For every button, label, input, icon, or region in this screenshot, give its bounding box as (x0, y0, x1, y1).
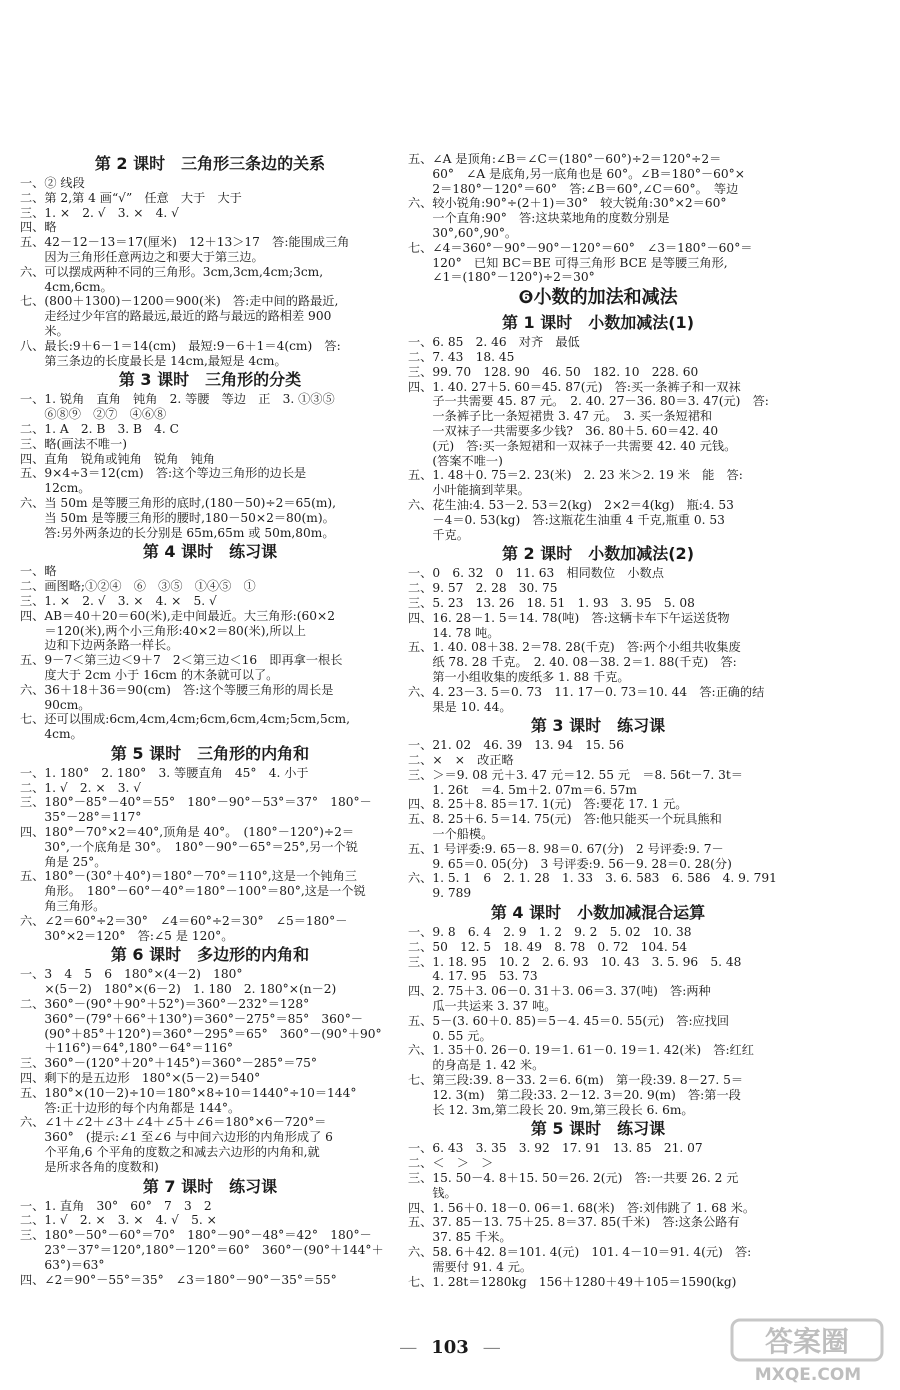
answer-line: 米。 (20, 323, 69, 338)
answer-line: 四、略 (20, 220, 57, 235)
answer-line: 五、1. 40. 08＋38. 2＝78. 28(千克) 答:两个小组共收集废 (408, 640, 741, 655)
section-heading: 第 4 课时 小数加减混合运算 (490, 903, 706, 923)
answer-line: 二、9. 57 2. 28 30. 75 (408, 581, 558, 596)
section-heading: 第 7 课时 练习课 (142, 1176, 278, 1196)
answer-line: 1. 26t ＝4. 5m＋2. 07m＝6. 57m (408, 782, 637, 797)
section-heading: 第 1 课时 小数加减法(1) (501, 313, 695, 333)
answer-line: 三、1. 18. 95 10. 2 2. 6. 93 10. 43 3. 5. 96 5. 48 (408, 954, 742, 969)
answer-line: 纸 78. 28 千克。 2. 40. 08－38. 2＝1. 88(千克) 答: (408, 655, 737, 670)
answer-line: (元) 答:买一条短裙和一双袜子一共需要 42. 40 元钱。 (408, 438, 737, 453)
answer-line: 360°－(79°＋66°＋130°)＝360°－275°＝85° 360°－ (20, 1011, 363, 1026)
answer-line: 35°－28°＝117° (20, 810, 142, 825)
answer-line: 一、6. 85 2. 46 对齐 最低 (408, 335, 580, 350)
answer-line: 一条裤子比一条短裙贵 3. 47 元。 3. 买一条短裙和 (408, 409, 713, 424)
section-heading: 第 5 课时 练习课 (530, 1119, 666, 1139)
answer-line: －4＝0. 53(kg) 答:这瓶花生油重 4 千克,瓶重 0. 53 (408, 512, 725, 527)
section-heading: 第 4 课时 练习课 (142, 542, 278, 562)
answer-line: 七、还可以围成:6cm,4cm,4cm;6cm,6cm,4cm;5cm,5cm, (20, 712, 350, 727)
answer-line: 二、× × 改正略 (408, 753, 514, 768)
answer-line: 一、21. 02 46. 39 13. 94 15. 56 (408, 738, 624, 753)
answer-line: ×(5－2) 180°×(6－2) 1. 180 2. 180°×(n－2) (20, 982, 337, 997)
answer-line: 二、1. A 2. B 3. B 4. C (20, 421, 179, 436)
answer-line: 答:另外两条边的长分别是 65m,65m 或 50m,80m。 (20, 525, 335, 540)
answer-line: 9. 65＝0. 05(分) 3 号评委:9. 56－9. 28＝0. 28(分) (408, 856, 732, 871)
answer-line: 三、5. 23 13. 26 18. 51 1. 93 3. 95 5. 08 (408, 595, 695, 610)
answer-line: 六、1. 35＋0. 26－0. 19＝1. 61－0. 19＝1. 42(米) 答:红红 (408, 1043, 754, 1058)
answer-line: 四、16. 28－1. 5＝14. 78(吨) 答:这辆卡车下午运送货物 (408, 610, 730, 625)
answer-line: 个平角,6 个平角的度数之和减去六边形的内角和,就 (20, 1145, 320, 1160)
answer-line: 六、4. 23－3. 5＝0. 73 11. 17－0. 73＝10. 44 答:正确的结 (408, 684, 765, 699)
watermark-logo (728, 1318, 888, 1386)
section-heading: ❻小数的加法和减法 (518, 287, 678, 309)
answer-line: 五、9×4÷3＝12(cm) 答:这个等边三角形的边长是 (20, 466, 307, 481)
answer-line: 二、7. 43 18. 45 (408, 349, 515, 364)
section-heading: 第 3 课时 练习课 (530, 716, 666, 736)
answer-line: 9. 789 (408, 886, 472, 901)
answer-line: 12. 3(m) 第二段:33. 2－12. 3＝20. 9(m) 答:第一段 (408, 1087, 741, 1102)
answer-line: 一双袜子一共需要多少钱? 36. 80＋5. 60＝42. 40 (408, 423, 719, 438)
section-heading: 第 5 课时 三角形的内角和 (110, 743, 310, 763)
answer-line: 瓜一共运来 3. 37 吨。 (408, 999, 557, 1014)
answer-line: 四、1. 56＋0. 18－0. 06＝1. 68(米) 答:刘伟跳了 1. 68 米。 (408, 1200, 756, 1215)
answer-line: 一、0 6. 32 0 11. 63 相同数位 小数点 (408, 566, 664, 581)
answer-line: 六、∠1＋∠2＋∠3＋∠4＋∠5＋∠6＝180°×6－720°＝ (20, 1115, 327, 1130)
answer-line: 一、1. 180° 2. 180° 3. 等腰直角 45° 4. 小于 (20, 765, 309, 780)
answer-line: 五、5－(3. 60＋0. 85)＝5－4. 45＝0. 55(元) 答:应找回 (408, 1013, 730, 1028)
answer-line: ∠1＝(180°－120°)÷2＝30° (408, 270, 595, 285)
answer-line: 三、1. × 2. √ 3. × 4. × 5. √ (20, 593, 217, 608)
answer-line: 角三角形。 (20, 899, 106, 914)
answer-line: 0. 55 元。 (408, 1028, 492, 1043)
answer-line: 千克。 (408, 527, 469, 542)
answer-line: 五、180°×(10－2)÷10＝180°×8÷10＝1440°÷10＝144° (20, 1085, 357, 1100)
section-heading: 第 3 课时 三角形的分类 (118, 370, 302, 390)
answer-line: 八、最长:9＋6－1＝14(cm) 最短:9－6＋1＝4(cm) 答: (20, 338, 341, 353)
answer-line: 63°)＝63° (20, 1257, 105, 1272)
answer-line: 第一小组收集的废纸多 1. 88 千克。 (408, 669, 630, 684)
answer-line: 四、AB＝40＋20＝60(米),走中间最近。大三角形:(60×2 (20, 608, 336, 623)
answer-line: 长 12. 3m,第二段长 20. 9m,第三段长 6. 6m。 (408, 1102, 694, 1117)
answer-line: 七、第三段:39. 8－33. 2＝6. 6(m) 第一段:39. 8－27. 5＝ (408, 1073, 744, 1088)
left-answer-column (20, 152, 400, 1287)
answer-line: 是所求各角的度数和) (20, 1159, 159, 1174)
answer-line: 二、画图略;①②④ ⑥ ③⑤ ①④⑤ ① (20, 579, 256, 594)
section-heading: 第 6 课时 多边形的内角和 (110, 945, 310, 965)
answer-line: 三、99. 70 128. 90 46. 50 182. 10 228. 60 (408, 364, 699, 379)
answer-line: 三、180°－50°－60°＝70° 180°－90°－48°＝42° 180°－ (20, 1228, 372, 1243)
answer-line: 五、180°－(30°＋40°)＝180°－70°＝110°,这是一个钝角三 (20, 869, 357, 884)
answer-line: (答案不唯一) (408, 453, 503, 468)
answer-line: 4cm。 (20, 727, 83, 742)
answer-line: 六、58. 6＋42. 8＝101. 4(元) 101. 4－10＝91. 4(元) 答: (408, 1245, 752, 1259)
answer-line: 12cm。 (20, 481, 91, 496)
answer-line: 四、直角 锐角或钝角 锐角 钝角 (20, 451, 215, 466)
answer-line: 钱。 (408, 1185, 457, 1200)
answer-line: 六、∠2＝60°÷2＝30° ∠4＝60°÷2＝30° ∠5＝180°－ (20, 913, 348, 928)
answer-line: 二、第 2,第 4 画“√” 任意 大于 大于 (20, 190, 242, 205)
answer-line: 90cm。 (20, 697, 91, 712)
answer-line: 边和下边两条路一样长。 (20, 638, 179, 653)
answer-line: 角是 25°。 (20, 854, 107, 869)
answer-line: 六、花生油:4. 53－2. 53＝2(kg) 2×2＝4(kg) 瓶:4. 53 (408, 497, 734, 512)
answer-line: ⑥⑧⑨ ②⑦ ④⑥⑧ (20, 407, 167, 422)
answer-line: 一个直角:90° 答:这块菜地角的度数分别是 (408, 211, 670, 226)
answer-line: 三、360°－(120°＋20°＋145°)＝360°－285°＝75° (20, 1056, 317, 1071)
answer-line: 四、1. 40. 27＋5. 60＝45. 87(元) 答:买一条裤子和一双袜 (408, 379, 741, 394)
answer-line: 六、36＋18＋36＝90(cm) 答:这个等腰三角形的周长是 (20, 682, 334, 697)
answer-line: 六、可以摆成两种不同的三角形。3cm,3cm,4cm;3cm, (20, 264, 324, 279)
answer-line: 第三条边的长度最长是 14cm,最短是 4cm。 (20, 353, 287, 368)
answer-line: 360° (提示:∠1 至∠6 与中间六边形的内角形成了 6 (20, 1130, 333, 1145)
answer-line: 一、② 线段 (20, 176, 85, 190)
answer-line: ＝120(米),两个小三角形:40×2＝80(米),所以上 (20, 623, 306, 638)
section-heading: 第 2 课时 三角形三条边的关系 (94, 154, 326, 173)
answer-line: 一个船模。 (408, 827, 494, 842)
answer-line: 小叶能摘到苹果。 (408, 483, 530, 498)
answer-line: (90°＋85°＋120°)＝360°－295°＝65° 360°－(90°＋90° (20, 1026, 382, 1041)
section-heading: 第 2 课时 小数加减法(2) (501, 544, 695, 564)
answer-line: 走经过少年宫的路最远,最近的路与最远的路相差 900 (20, 309, 332, 324)
footer-dash-right: — (482, 1337, 501, 1358)
answer-line: 二、50 12. 5 18. 49 8. 78 0. 72 104. 54 (408, 939, 688, 954)
answer-line: 三、15. 50－4. 8＋15. 50＝26. 2(元) 答:一共要 26. 2 元 (408, 1171, 739, 1186)
answer-line: 14. 78 吨。 (408, 625, 500, 640)
answer-line: 果是 10. 44。 (408, 699, 512, 714)
answer-line: 需要付 91. 4 元。 (408, 1259, 533, 1274)
answer-line: 三、1. × 2. √ 3. × 4. √ (20, 205, 179, 220)
answer-line: 三、＞＝9. 08 元＋3. 47 元＝12. 55 元 ＝8. 56t－7. 3t＝ (408, 767, 743, 782)
answer-line: 一、1. 锐角 直角 钝角 2. 等腰 等边 正 3. ①③⑤ (20, 392, 335, 407)
answer-line: 2＝180°－120°＝60° 答:∠B＝60°,∠C＝60°。 等边 (408, 181, 739, 196)
answer-line: 五、37. 85－13. 75＋25. 8＝37. 85(千米) 答:这条公路有 (408, 1215, 740, 1230)
answer-line: 一、3 4 5 6 180°×(4－2) 180° (20, 967, 243, 982)
answer-line: 的身高是 1. 42 米。 (408, 1058, 545, 1073)
answer-line: 4cm,6cm。 (20, 279, 113, 294)
answer-line: 二、＜ ＞ ＞ (408, 1156, 494, 1171)
answer-line: ＋116°)＝64°,180°－64°＝116° (20, 1041, 234, 1056)
answer-line: 四、180°－70°×2＝40°,顶角是 40°。 (180°－120°)÷2＝ (20, 825, 355, 840)
answer-line: 六、1. 5. 1 6 2. 1. 28 1. 33 3. 6. 583 6. 586 4. 9. 791 (408, 871, 777, 886)
answer-line: 五、42－12－13＝17(厘米) 12＋13＞17 答:能围成三角 (20, 235, 350, 250)
answer-line: 四、8. 25＋8. 85＝17. 1(元) 答:要花 17. 1 元。 (408, 797, 688, 812)
answer-line: 七、1. 28t＝1280kg 156＋1280＋49＋105＝1590(kg) (408, 1274, 737, 1289)
answer-line: 30°,一个底角是 30°。 180°－90°－65°＝25°,另一个锐 (20, 839, 358, 854)
answer-line: 一、6. 43 3. 35 3. 92 17. 91 13. 85 21. 07 (408, 1141, 703, 1156)
answer-line: 五、1. 48＋0. 75＝2. 23(米) 2. 23 米＞2. 19 米 能 答: (408, 468, 743, 483)
page-number: 103 (431, 1337, 469, 1358)
answer-line: 因为三角形任意两边之和要大于第三边。 (20, 249, 264, 264)
answer-line: 120° 已知 BC＝BE 可得三角形 BCE 是等腰三角形, (408, 255, 728, 270)
answer-line: 六、当 50m 是等腰三角形的底时,(180－50)÷2＝65(m), (20, 495, 337, 510)
answer-line: 23°－37°＝120°,180°－120°＝60° 360°－(90°＋144°＋ (20, 1243, 384, 1257)
answer-line: 五、8. 25＋6. 5＝14. 75(元) 答:他只能买一个玩具熊和 (408, 812, 722, 827)
answer-line: 二、360°－(90°＋90°＋52°)＝360°－232°＝128° (20, 997, 310, 1012)
answer-line: 四、2. 75＋3. 06－0. 31＋3. 06＝3. 37(吨) 答:两种 (408, 984, 711, 999)
answer-line: 一、略 (20, 564, 57, 579)
answer-line: 4. 17. 95 53. 73 (408, 969, 538, 984)
answer-line: 60° ∠A 是底角,另一底角也是 60°。∠B＝180°－60°× (408, 166, 745, 181)
watermark-text-top: 答案圈 (764, 1325, 850, 1358)
answer-line: 四、∠2＝90°－55°＝35° ∠3＝180°－90°－35°＝55° (20, 1272, 337, 1287)
answer-line: 一、1. 直角 30° 60° 7 3 2 (20, 1198, 212, 1213)
answer-line: 三、180°－85°－40°＝55° 180°－90°－53°＝37° 180°－ (20, 795, 372, 810)
right-answer-column (408, 152, 788, 1289)
answer-line: 子一共需要 45. 87 元。 2. 40. 27－36. 80＝3. 47(元) 答: (408, 394, 769, 409)
answer-line: 角形。 180°－60°－40°＝180°－100°＝80°,这是一个锐 (20, 884, 366, 899)
answer-line: 37. 85 千米。 (408, 1230, 512, 1245)
answer-line: 一、9. 8 6. 4 2. 9 1. 2 9. 2 5. 02 10. 38 (408, 925, 692, 940)
answer-line: 五、∠A 是顶角:∠B＝∠C＝(180°－60°)÷2＝120°÷2＝ (408, 152, 722, 166)
answer-line: 五、9－7＜第三边＜9＋7 2＜第三边＜16 即再拿一根长 (20, 653, 343, 668)
answer-line: 四、剩下的是五边形 180°×(5－2)＝540° (20, 1071, 261, 1086)
answer-line: 30°×2＝120° 答:∠5 是 120°。 (20, 928, 234, 943)
answer-line: 七、∠4＝360°－90°－90°－120°＝60° ∠3＝180°－60°＝ (408, 240, 753, 255)
answer-line: 五、1 号评委:9. 65－8. 98＝0. 67(分) 2 号评委:9. 7－ (408, 841, 724, 856)
footer-dash-left: — (399, 1337, 418, 1358)
answer-line: 三、略(画法不唯一) (20, 436, 128, 451)
answer-line: 30°,60°,90°。 (408, 225, 518, 240)
answer-line: 当 50m 是等腰三角形的腰时,180－50×2＝80(m)。 (20, 510, 335, 525)
answer-line: 六、较小锐角:90°÷(2＋1)＝30° 较大锐角:30°×2＝60° (408, 196, 727, 211)
answer-line: 二、1. √ 2. × 3. √ (20, 780, 142, 795)
watermark-text-bottom: MXQE.COM (754, 1365, 862, 1385)
answer-line: 答:正十边形的每个内角都是 144°。 (20, 1100, 241, 1115)
answer-line: 度大于 2cm 小于 16cm 的木条就可以了。 (20, 667, 279, 682)
answer-line: 七、(800＋1300)－1200＝900(米) 答:走中间的路最近, (20, 294, 339, 309)
answer-line: 二、1. √ 2. × 3. × 4. √ 5. × (20, 1213, 217, 1228)
